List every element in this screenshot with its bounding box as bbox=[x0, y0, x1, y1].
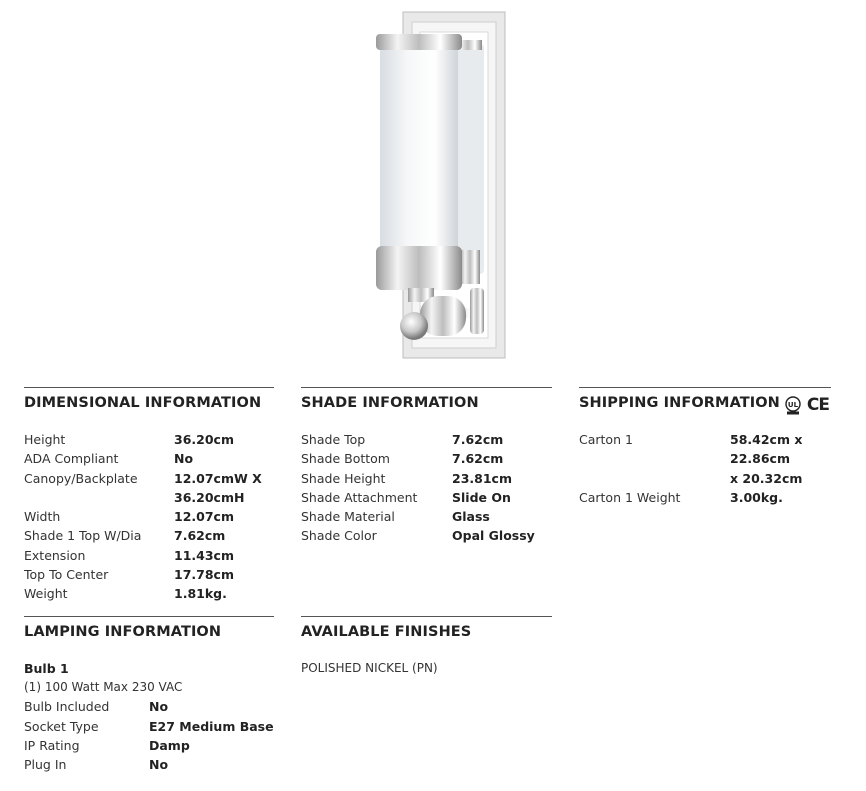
spec-value: Slide On bbox=[452, 489, 511, 505]
spec-value: No bbox=[149, 757, 169, 773]
spec-row bbox=[24, 430, 274, 449]
spec-row bbox=[24, 717, 274, 736]
spec-label: Shade Height bbox=[301, 470, 386, 486]
ce-mark-icon: CE bbox=[806, 395, 829, 415]
spec-row bbox=[24, 526, 274, 545]
section-title: SHIPPING INFORMATION bbox=[579, 395, 780, 411]
spec-row bbox=[301, 430, 552, 449]
spec-value: 7.62cm bbox=[174, 528, 226, 544]
spec-label: Extension bbox=[24, 547, 86, 563]
bulb-title: Bulb 1 bbox=[24, 661, 69, 676]
spec-value: Glass bbox=[452, 509, 490, 525]
section-divider bbox=[24, 616, 274, 617]
spec-label: ADA Compliant bbox=[24, 451, 119, 467]
spec-row bbox=[579, 430, 831, 488]
spec-value: 12.07cmW X bbox=[174, 470, 262, 486]
spec-value: E27 Medium Base bbox=[149, 718, 274, 734]
spec-row bbox=[24, 507, 274, 526]
spec-row bbox=[24, 449, 274, 468]
spec-label: Socket Type bbox=[24, 718, 99, 734]
dimensional-rows bbox=[24, 430, 274, 604]
spec-row bbox=[301, 507, 552, 526]
spec-label: Shade Color bbox=[301, 528, 377, 544]
shipping-rows bbox=[579, 430, 831, 507]
product-image bbox=[360, 0, 530, 372]
spec-label: Carton 1 Weight bbox=[579, 489, 681, 505]
spec-value: 12.07cm bbox=[174, 509, 234, 525]
spec-row bbox=[24, 755, 274, 774]
spec-row bbox=[24, 584, 274, 603]
spec-row bbox=[301, 526, 552, 545]
spec-row bbox=[24, 546, 274, 565]
shade-rows bbox=[301, 430, 552, 546]
spec-value: Damp bbox=[149, 737, 190, 753]
spec-label: Carton 1 bbox=[579, 432, 633, 447]
spec-value: 1.81kg. bbox=[174, 586, 227, 602]
spec-label: Shade Top bbox=[301, 432, 366, 447]
ul-listed-icon bbox=[783, 395, 803, 415]
spec-value: Opal Glossy bbox=[452, 528, 535, 544]
spec-label: Plug In bbox=[24, 757, 67, 773]
spec-row bbox=[301, 488, 552, 507]
spec-value: 3.00kg. bbox=[730, 489, 783, 505]
lamping-rows bbox=[24, 697, 274, 774]
spec-label: Bulb Included bbox=[24, 699, 110, 715]
dimensional-section bbox=[24, 387, 274, 604]
spec-label: Canopy/Backplate bbox=[24, 470, 138, 486]
spec-label: Width bbox=[24, 509, 61, 525]
spec-value: 7.62cm bbox=[452, 432, 504, 447]
shade-section bbox=[301, 387, 552, 546]
spec-value: 36.20cm bbox=[174, 432, 234, 447]
spec-value-continued: x 20.32cm bbox=[730, 470, 803, 486]
section-divider bbox=[24, 387, 274, 388]
spec-value: No bbox=[149, 699, 169, 715]
certification-marks bbox=[783, 395, 829, 415]
section-title: SHADE INFORMATION bbox=[301, 395, 479, 411]
finish-item: POLISHED NICKEL (PN) bbox=[301, 661, 438, 675]
spec-value: 11.43cm bbox=[174, 547, 234, 563]
spec-label: Weight bbox=[24, 586, 68, 602]
finishes-section bbox=[301, 616, 552, 678]
section-divider bbox=[301, 387, 552, 388]
spec-value: 17.78cm bbox=[174, 567, 234, 583]
bulb-description: (1) 100 Watt Max 230 VAC bbox=[24, 680, 183, 694]
spec-row bbox=[301, 469, 552, 488]
spec-label: Shade 1 Top W/Dia bbox=[24, 528, 142, 544]
spec-label: Shade Material bbox=[301, 509, 395, 525]
shipping-section bbox=[579, 387, 831, 507]
section-divider bbox=[579, 387, 831, 388]
spec-row bbox=[24, 736, 274, 755]
svg-text:UL: UL bbox=[787, 401, 798, 409]
spec-row bbox=[579, 488, 831, 507]
spec-row bbox=[301, 449, 552, 468]
spec-label: IP Rating bbox=[24, 737, 80, 753]
section-divider bbox=[301, 616, 552, 617]
spec-row bbox=[24, 565, 274, 584]
spec-row bbox=[24, 469, 274, 508]
spec-label: Height bbox=[24, 432, 66, 447]
spec-row bbox=[24, 697, 274, 716]
spec-value: 7.62cm bbox=[452, 451, 504, 467]
spec-label: Top To Center bbox=[24, 567, 109, 583]
spec-label: Shade Bottom bbox=[301, 451, 390, 467]
section-title: LAMPING INFORMATION bbox=[24, 624, 222, 640]
lamping-section bbox=[24, 616, 274, 774]
section-title: AVAILABLE FINISHES bbox=[301, 624, 472, 640]
section-title: DIMENSIONAL INFORMATION bbox=[24, 395, 262, 411]
spec-value: 23.81cm bbox=[452, 470, 512, 486]
spec-label: Shade Attachment bbox=[301, 489, 418, 505]
spec-value: 58.42cm x 22.86cm bbox=[730, 432, 803, 467]
spec-value: No bbox=[174, 451, 194, 467]
spec-value-continued: 36.20cmH bbox=[174, 489, 245, 505]
